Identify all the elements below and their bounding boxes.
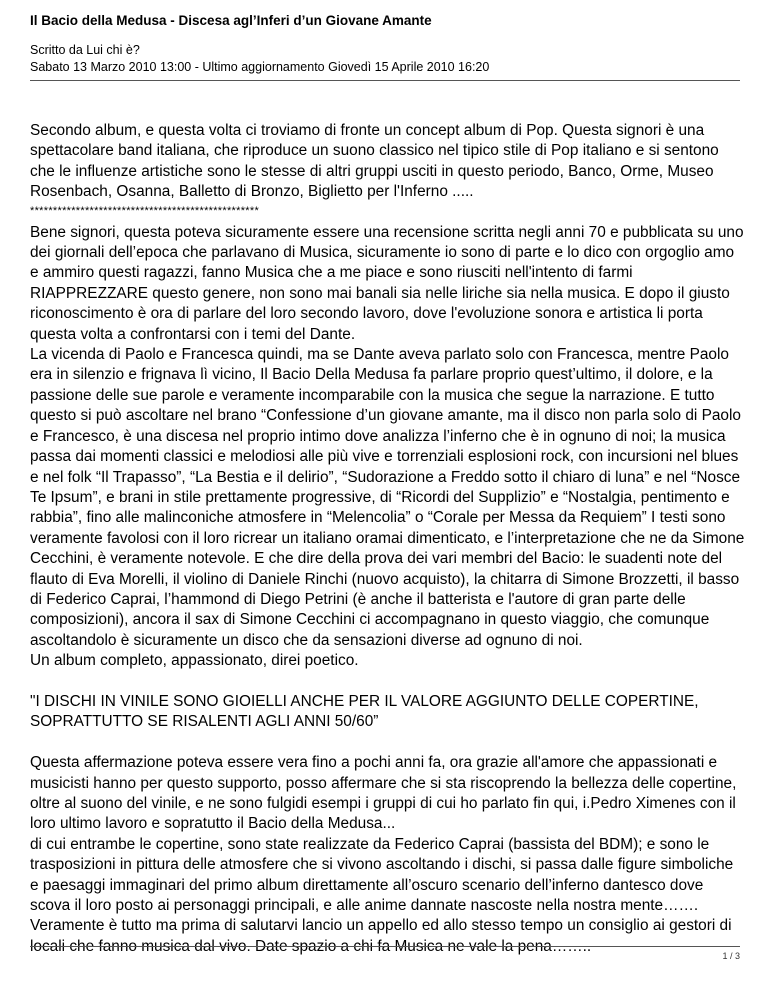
- spacer: [30, 672, 746, 692]
- paragraph: Bene signori, questa poteva sicuramente essere una recensione scritta negli anni 70 e pubblicata su uno dei giornali dell’epoca che parlavano di Musica, sicuramente io sono di parte e lo dico con orgoglio amo e ammiro questi ragazzi, fanno Musica che a me piace e sono riusciti nell'intento di farmi RIAPPREZZARE questo genere, non sono mai banali sia nelle liriche sia nella musica. E dopo il giusto riconoscimento è ora di parlare del loro secondo lavoro, dove l'evoluzione sonora e artistica li porta questa volta a confrontarsi con i temi del Dante.: [30, 223, 744, 343]
- header-divider: [30, 80, 740, 81]
- paragraph: Questa affermazione poteva essere vera fino a pochi anni fa, ora grazie all'amore che appassionati e musicisti hanno per questo supporto, posso affermare che si sta riscoprendo la bellezza delle copertine, oltre al suono del vinile, e ne sono fulgidi esempi i gruppi di cui ho parlato fin qui, i.Pedro Ximenes con il loro ultimo lavoro e sopratutto il Bacio della Medusa...: [30, 754, 737, 833]
- paragraph: Un album completo, appassionato, direi poetico.: [30, 652, 359, 670]
- article-body: [30, 121, 746, 957]
- intro-paragraph: Secondo album, e questa volta ci troviamo di fronte un concept album di Pop. Questa signori è una spettacolare band italiana, che riproduce un suono classico nel tipico stile di Pop italiano e si sentono che le influenze artistiche sono le stesse di altri gruppi usciti in questo periodo, Banco, Orme, Museo Rosenbach, Osanna, Balletto di Bronzo, Biglietto per l'Inferno .....: [30, 122, 719, 201]
- paragraph: di cui entrambe le copertine, sono state realizzate da Federico Caprai (bassista del BDM); e sono le trasposizioni in pittura delle atmosfere che si vivono ascoltando i dischi, si passa dalle figure simboliche e paesaggi immaginari del primo album direttamente all’oscuro scenario dell’inferno dantesco dove scova il loro posto ai personaggi principali, e alle anime dannate nascoste nella nostra mente…….: [30, 835, 734, 914]
- star-separator: **************************************************: [30, 204, 260, 217]
- date-line: Sabato 13 Marzo 2010 13:00 - Ultimo aggiornamento Giovedì 15 Aprile 2010 16:20: [30, 60, 490, 74]
- footer-divider: [30, 946, 740, 947]
- paragraph: Veramente è tutto ma prima di salutarvi lancio un appello ed allo stesso tempo un consiglio ai gestori di locali che fanno musica dal vivo. Date spazio a chi fa Musica ne vale la pena……..: [30, 917, 732, 955]
- document-title: Il Bacio della Medusa - Discesa agl’Inferi d’un Giovane Amante: [30, 13, 432, 28]
- quote-paragraph: "I DISCHI IN VINILE SONO GIOIELLI ANCHE PER IL VALORE AGGIUNTO DELLE COPERTINE, SOPRATTUTTO SE RISALENTI AGLI ANNI 50/60”: [30, 692, 699, 731]
- article-meta: [30, 42, 489, 76]
- spacer: [30, 733, 746, 753]
- page-number: 1 / 3: [722, 951, 740, 961]
- paragraph: La vicenda di Paolo e Francesca quindi, ma se Dante aveva parlato solo con Francesca, mentre Paolo era in silenzio e frignava lì vicino, Il Bacio Della Medusa fa parlare proprio quest’ultimo, il dolore, e la passione delle sue parole e veramente incomparabile con la musica che segue la narrazione. E tutto questo si può ascoltare nel brano “Confessione d’un giovane amante, ma il disco non parla solo di Paolo e Francesco, è una discesa nel proprio intimo dove analizza l’inferno che è in ognuno di noi; la musica passa dai momenti classici e melodiosi alle più vive e torrenziali esplosioni rock, con incursioni nel blues e nel folk “Il Trapasso”, “La Bestia e il delirio”, “Sudorazione a Freddo sotto il chiaro di luna” e nel “Nosce Te Ipsum”, e brani in stile prettamente progressive, di “Ricordi del Supplizio” e “Nostalgia, pentimento e rabbia”, fino alle malinconiche atmosfere in “Melencolia” o “Corale per Messa da Requiem” I testi sono veramente favolosi con il loro ricrear un italiano oramai dimenticato, e l’interpretazione che ne da Simone Cecchini, è veramente notevole. E che dire della prova dei vari membri del Bacio: le suadenti note del flauto di Eva Morelli, il violino di Daniele Rinchi (nuovo acquisto), la chitarra di Simone Brozzetti, il basso di Federico Caprai, l’hammond di Diego Petrini (è anche il batterista e l'autore di gran parte delle composizioni), ancora il sax di Simone Cecchini ci accompagnano in questo viaggio, che comunque ascoltandolo è sicuramente un disco che da sensazioni diverse ad ognuno di noi.: [30, 346, 745, 649]
- author-line: Scritto da Lui chi è?: [30, 43, 140, 57]
